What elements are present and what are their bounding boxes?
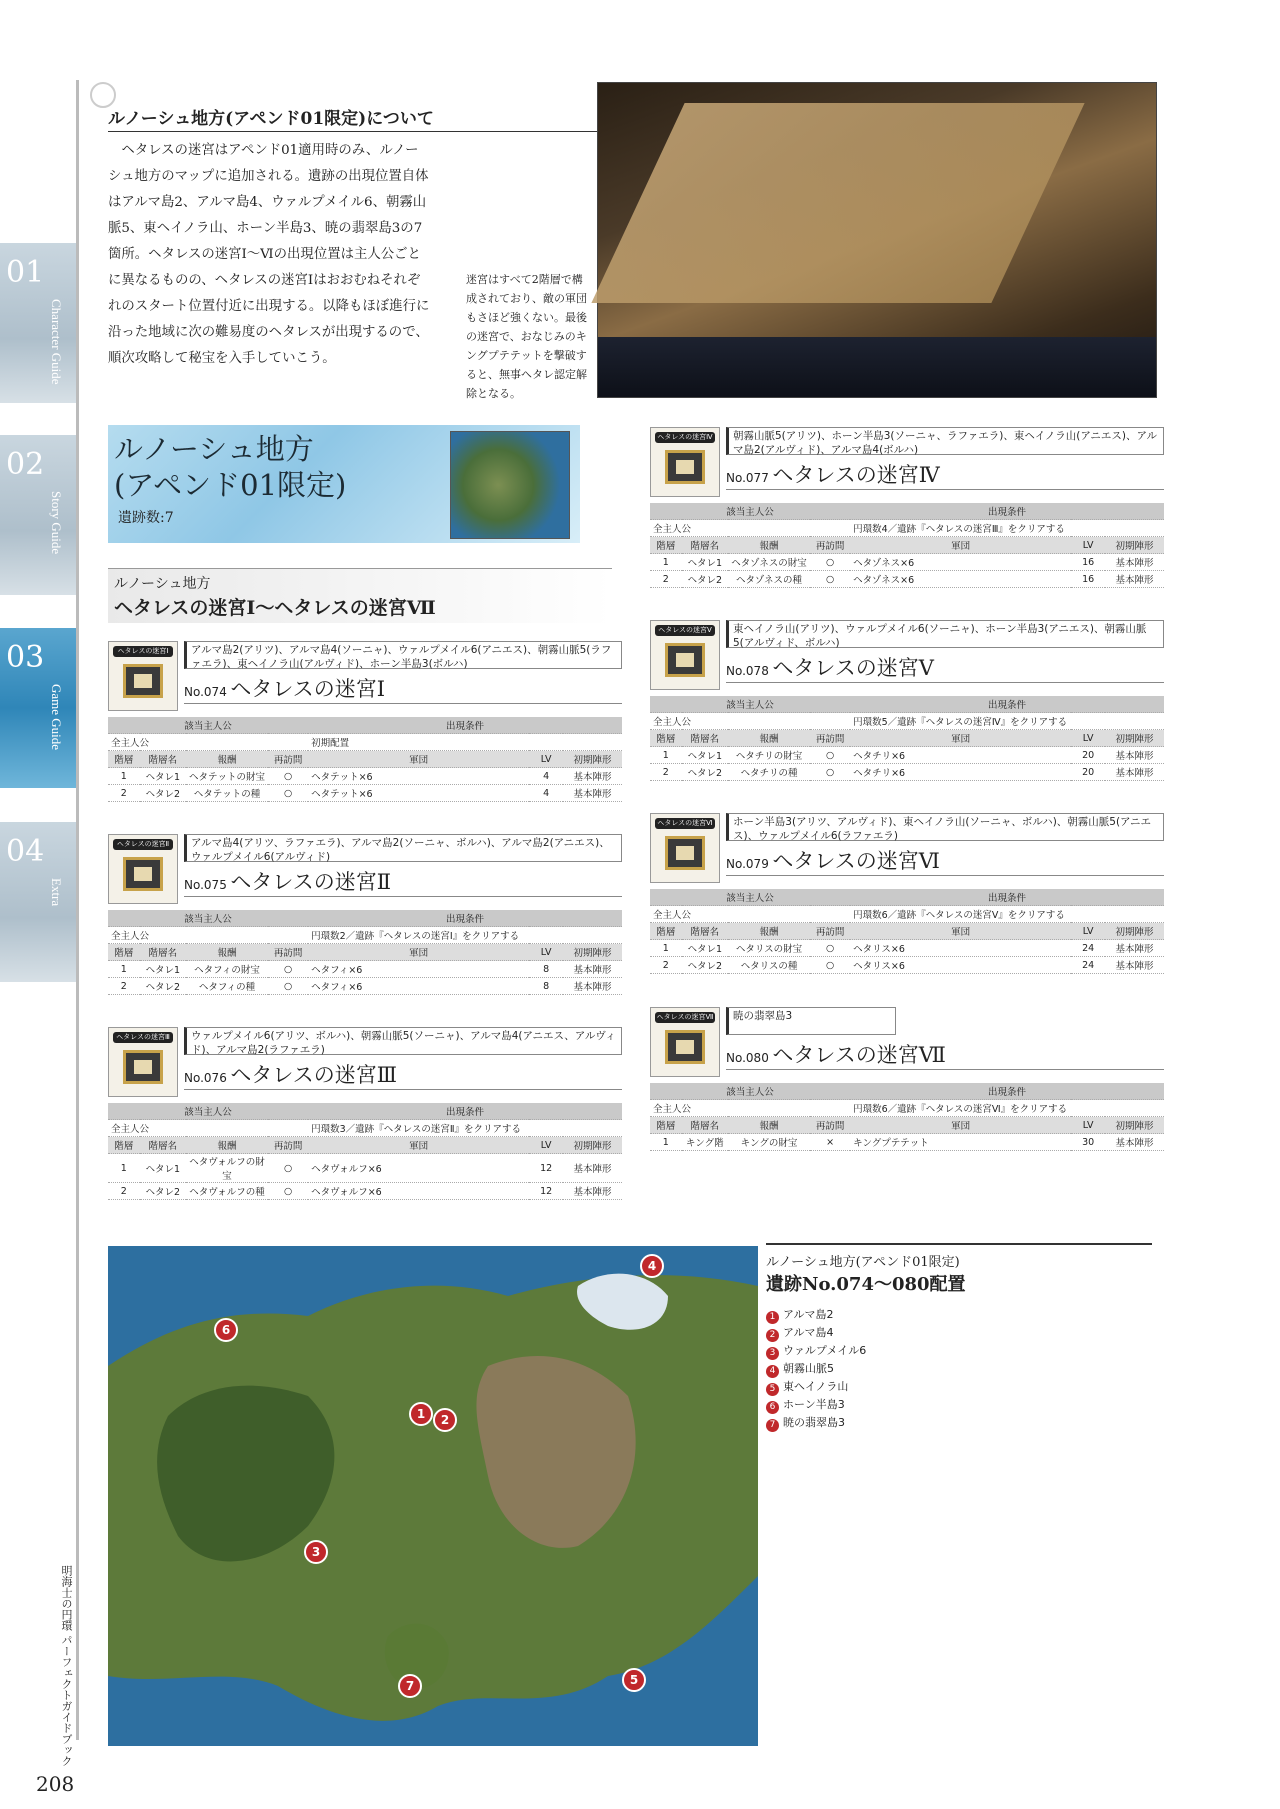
dungeon-location: アルマ島4(アリツ、ラファエラ)、アルマ島2(ソーニャ、ボルハ)、アルマ島2(アニエス)、ウァルプメイル6(アルヴィド) bbox=[184, 834, 622, 862]
table-cell: ヘタゾネスの財宝 bbox=[728, 554, 810, 571]
region-banner bbox=[108, 425, 580, 543]
table-cell: ヘタレ2 bbox=[682, 957, 728, 974]
dungeon-icon: ヘタレスの迷宮Ⅵ bbox=[650, 813, 720, 883]
table-cell: ○ bbox=[810, 957, 850, 974]
table-row bbox=[650, 1100, 1164, 1117]
map-legend bbox=[766, 1306, 866, 1432]
table-cell: ○ bbox=[268, 768, 308, 785]
table-cell: 1 bbox=[108, 961, 140, 978]
table-row bbox=[650, 940, 1164, 957]
table-cell: ヘタリス×6 bbox=[850, 957, 1071, 974]
table-cell: 階層名 bbox=[682, 1117, 728, 1134]
table-row bbox=[650, 520, 1164, 537]
table-cell: 出現条件 bbox=[850, 1083, 1164, 1100]
dungeon-icon: ヘタレスの迷宮Ⅴ bbox=[650, 620, 720, 690]
table-header-row bbox=[108, 1103, 622, 1120]
table-cell: 基本陣形 bbox=[1105, 764, 1164, 781]
table-cell: 8 bbox=[529, 978, 563, 995]
dungeon-table bbox=[108, 910, 622, 995]
section-header bbox=[108, 568, 612, 623]
table-cell: 円環数6／遺跡『ヘタレスの迷宮Ⅵ』をクリアする bbox=[850, 1100, 1164, 1117]
dungeon-table bbox=[108, 1103, 622, 1200]
table-row bbox=[108, 1120, 622, 1137]
table-cell: ヘタレ2 bbox=[682, 764, 728, 781]
table-cell: 軍団 bbox=[850, 537, 1071, 554]
table-cell: ヘタレ1 bbox=[140, 961, 186, 978]
table-header-row bbox=[108, 910, 622, 927]
legend-item: 7 暁の翡翠島3 bbox=[766, 1414, 866, 1432]
table-row bbox=[108, 1154, 622, 1183]
table-cell: ヘタチリの種 bbox=[728, 764, 810, 781]
tab-number: 03 bbox=[6, 640, 45, 675]
table-cell: 初期配置 bbox=[308, 734, 622, 751]
table-cell: 初期陣形 bbox=[563, 1137, 622, 1154]
table-cell: 12 bbox=[529, 1154, 563, 1183]
table-cell: 基本陣形 bbox=[1105, 554, 1164, 571]
map-marker-1[interactable]: 1 bbox=[409, 1402, 433, 1426]
table-cell: 全主人公 bbox=[108, 734, 308, 751]
table-cell: 円環数6／遺跡『ヘタレスの迷宮Ⅴ』をクリアする bbox=[850, 906, 1164, 923]
table-cell: LV bbox=[1071, 537, 1105, 554]
table-cell: ○ bbox=[268, 785, 308, 802]
side-tab-03[interactable] bbox=[0, 628, 76, 788]
map-marker-3[interactable]: 3 bbox=[304, 1540, 328, 1564]
table-cell: 軍団 bbox=[308, 944, 529, 961]
table-cell: 階層 bbox=[108, 751, 140, 768]
table-cell: ヘタテットの種 bbox=[186, 785, 268, 802]
table-cell: ヘタヴォルフの種 bbox=[186, 1183, 268, 1200]
region-map-thumbnail bbox=[450, 431, 570, 539]
table-cell: 2 bbox=[650, 764, 682, 781]
side-tab-04[interactable] bbox=[0, 822, 76, 982]
table-cell: 階層 bbox=[650, 923, 682, 940]
table-cell: 該当主人公 bbox=[650, 1083, 850, 1100]
dungeon-title: No.080 ヘタレスの迷宮Ⅶ bbox=[726, 1039, 1164, 1070]
table-cell: ヘタテット×6 bbox=[308, 785, 529, 802]
table-cell: 階層 bbox=[650, 730, 682, 747]
table-cell: ヘタテットの財宝 bbox=[186, 768, 268, 785]
table-row bbox=[650, 571, 1164, 588]
table-header-row bbox=[650, 503, 1164, 520]
legend-item: 5 東ヘイノラ山 bbox=[766, 1378, 866, 1396]
dungeon-title: No.077 ヘタレスの迷宮Ⅳ bbox=[726, 459, 1164, 490]
table-cell: 基本陣形 bbox=[563, 785, 622, 802]
table-cell: 再訪問 bbox=[268, 944, 308, 961]
tab-label: Game Guide bbox=[49, 684, 64, 751]
screenshot bbox=[597, 82, 1157, 398]
table-cell: 基本陣形 bbox=[1105, 1134, 1164, 1151]
table-header-row bbox=[650, 537, 1164, 554]
table-cell: ○ bbox=[810, 764, 850, 781]
legend-item: 2 アルマ島4 bbox=[766, 1324, 866, 1342]
table-cell: 12 bbox=[529, 1183, 563, 1200]
table-cell: 30 bbox=[1071, 1134, 1105, 1151]
table-row bbox=[650, 764, 1164, 781]
table-cell: ヘタリスの種 bbox=[728, 957, 810, 974]
table-cell: 全主人公 bbox=[108, 927, 308, 944]
map-marker-4[interactable]: 4 bbox=[640, 1254, 664, 1278]
table-cell: LV bbox=[1071, 730, 1105, 747]
table-cell: ヘタチリ×6 bbox=[850, 747, 1071, 764]
table-cell: 全主人公 bbox=[650, 713, 850, 730]
table-cell: 該当主人公 bbox=[108, 1103, 308, 1120]
table-cell: 2 bbox=[108, 785, 140, 802]
region-title-line2: (アペンド01限定) bbox=[114, 468, 347, 502]
dungeon-table bbox=[650, 889, 1164, 974]
table-cell: ○ bbox=[268, 961, 308, 978]
table-cell: 基本陣形 bbox=[563, 1154, 622, 1183]
table-cell: ○ bbox=[810, 571, 850, 588]
table-cell: ヘタレ2 bbox=[140, 978, 186, 995]
table-cell: キングの財宝 bbox=[728, 1134, 810, 1151]
table-cell: 該当主人公 bbox=[650, 889, 850, 906]
dungeon-location: 東ヘイノラ山(アリツ)、ウァルプメイル6(ソーニャ)、ホーン半島3(アニエス)、朝霧山脈5(アルヴィド、ボルハ) bbox=[726, 620, 1164, 648]
table-cell: 軍団 bbox=[308, 1137, 529, 1154]
table-cell: ヘタリスの財宝 bbox=[728, 940, 810, 957]
table-cell: 24 bbox=[1071, 940, 1105, 957]
about-title: ルノーシュ地方(アペンド01限定)について bbox=[108, 104, 598, 132]
table-cell: 階層 bbox=[650, 537, 682, 554]
table-cell: 階層 bbox=[108, 944, 140, 961]
side-tab-02[interactable] bbox=[0, 435, 76, 595]
table-cell: 1 bbox=[650, 747, 682, 764]
dungeon-location: アルマ島2(アリツ)、アルマ島4(ソーニャ)、ウァルプメイル6(アニエス)、朝霧山脈5(ラファエラ)、東ヘイノラ山(アルヴィド)、ホーン半島3(ボルハ) bbox=[184, 641, 622, 669]
table-cell: 円環数2／遺跡『ヘタレスの迷宮Ⅰ』をクリアする bbox=[308, 927, 622, 944]
tab-label: Story Guide bbox=[49, 491, 64, 555]
table-cell: 出現条件 bbox=[850, 503, 1164, 520]
map-title: 遺跡No.074～080配置 bbox=[766, 1274, 966, 1295]
table-cell: ヘタチリ×6 bbox=[850, 764, 1071, 781]
table-cell: 初期陣形 bbox=[563, 751, 622, 768]
legend-item: 1 アルマ島2 bbox=[766, 1306, 866, 1324]
table-cell: 再訪問 bbox=[810, 730, 850, 747]
table-header-row bbox=[108, 751, 622, 768]
tab-number: 02 bbox=[6, 447, 45, 482]
table-cell: 再訪問 bbox=[268, 1137, 308, 1154]
table-row bbox=[108, 927, 622, 944]
tab-number: 01 bbox=[6, 255, 45, 290]
region-title-line1: ルノーシュ地方 bbox=[114, 432, 314, 466]
table-cell: 2 bbox=[650, 571, 682, 588]
table-row bbox=[650, 957, 1164, 974]
table-cell: 該当主人公 bbox=[650, 696, 850, 713]
dungeon-icon: ヘタレスの迷宮Ⅱ bbox=[108, 834, 178, 904]
table-header-row bbox=[108, 717, 622, 734]
dungeon-location: 暁の翡翠島3 bbox=[726, 1007, 896, 1035]
table-row bbox=[650, 554, 1164, 571]
legend-item: 4 朝霧山脈5 bbox=[766, 1360, 866, 1378]
region-map bbox=[108, 1246, 758, 1746]
dungeon-table bbox=[650, 1083, 1164, 1151]
table-cell: キングプテテット bbox=[850, 1134, 1071, 1151]
table-cell: 基本陣形 bbox=[1105, 940, 1164, 957]
table-cell: ヘタヴォルフ×6 bbox=[308, 1183, 529, 1200]
table-cell: 初期陣形 bbox=[563, 944, 622, 961]
table-cell: 該当主人公 bbox=[108, 910, 308, 927]
table-cell: 1 bbox=[650, 554, 682, 571]
table-cell: 基本陣形 bbox=[563, 768, 622, 785]
dungeon-location: ウァルプメイル6(アリツ、ボルハ)、朝霧山脈5(ソーニャ)、アルマ島4(アニエス、アルヴィド)、アルマ島2(ラファエラ) bbox=[184, 1027, 622, 1055]
table-row bbox=[108, 961, 622, 978]
table-cell: 円環数4／遺跡『ヘタレスの迷宮Ⅲ』をクリアする bbox=[850, 520, 1164, 537]
dungeon-title: No.076 ヘタレスの迷宮Ⅲ bbox=[184, 1059, 622, 1090]
table-cell: 報酬 bbox=[186, 944, 268, 961]
table-cell: 階層名 bbox=[140, 1137, 186, 1154]
table-cell: 基本陣形 bbox=[563, 961, 622, 978]
table-cell: 軍団 bbox=[308, 751, 529, 768]
table-cell: 再訪問 bbox=[810, 923, 850, 940]
dungeon-title: No.079 ヘタレスの迷宮Ⅵ bbox=[726, 845, 1164, 876]
table-cell: ヘタレ1 bbox=[140, 768, 186, 785]
table-cell: LV bbox=[529, 1137, 563, 1154]
map-sub: ルノーシュ地方(アペンド01限定) bbox=[766, 1255, 960, 1270]
table-cell: 1 bbox=[108, 768, 140, 785]
about-body: ヘタレスの迷宮はアペンド01適用時のみ、ルノーシュ地方のマップに追加される。遺跡の出現位置自体はアルマ島2、アルマ島4、ウァルプメイル6、朝霧山脈5、東ヘイノラ山、ホーン半島3、暁の翡翠島3の7箇所。ヘタレスの迷宮Ⅰ～Ⅵの出現位置は主人公ごとに異なるものの、ヘタレスの迷宮Ⅰはおおむねそれぞれのスタート位置付近に出現する。以降もほぼ進行に沿った地域に次の難易度のヘタレスが出現するので、順次攻略して秘宝を入手していこう。 bbox=[108, 143, 430, 366]
table-cell: 再訪問 bbox=[268, 751, 308, 768]
table-cell: LV bbox=[1071, 923, 1105, 940]
table-cell: 基本陣形 bbox=[1105, 571, 1164, 588]
table-cell: × bbox=[810, 1134, 850, 1151]
table-cell: ヘタフィ×6 bbox=[308, 961, 529, 978]
table-cell: 4 bbox=[529, 768, 563, 785]
table-cell: 該当主人公 bbox=[108, 717, 308, 734]
table-cell: 基本陣形 bbox=[563, 978, 622, 995]
table-cell: 再訪問 bbox=[810, 537, 850, 554]
table-cell: ヘタフィ×6 bbox=[308, 978, 529, 995]
table-cell: 出現条件 bbox=[308, 910, 622, 927]
table-cell: 全主人公 bbox=[650, 520, 850, 537]
table-cell: 報酬 bbox=[728, 537, 810, 554]
table-cell: ヘタレ1 bbox=[682, 940, 728, 957]
map-marker-2[interactable]: 2 bbox=[433, 1408, 457, 1432]
table-cell: ヘタゾネス×6 bbox=[850, 554, 1071, 571]
table-cell: ヘタフィの財宝 bbox=[186, 961, 268, 978]
table-cell: 2 bbox=[108, 1183, 140, 1200]
dungeon-table bbox=[108, 717, 622, 802]
dungeon-title: No.075 ヘタレスの迷宮Ⅱ bbox=[184, 866, 622, 897]
legend-item: 3 ウァルプメイル6 bbox=[766, 1342, 866, 1360]
table-cell: ○ bbox=[268, 1183, 308, 1200]
table-cell: 16 bbox=[1071, 571, 1105, 588]
map-marker-5[interactable]: 5 bbox=[622, 1668, 646, 1692]
table-header-row bbox=[650, 730, 1164, 747]
dungeon-table bbox=[650, 503, 1164, 588]
table-cell: ヘタゾネスの種 bbox=[728, 571, 810, 588]
table-cell: 階層名 bbox=[682, 537, 728, 554]
table-cell: 報酬 bbox=[186, 1137, 268, 1154]
table-cell: 基本陣形 bbox=[563, 1183, 622, 1200]
table-cell: 8 bbox=[529, 961, 563, 978]
section-title: ヘタレスの迷宮Ⅰ～ヘタレスの迷宮Ⅶ bbox=[114, 597, 436, 619]
table-header-row bbox=[650, 1083, 1164, 1100]
table-cell: 階層 bbox=[108, 1137, 140, 1154]
table-cell: キング階 bbox=[682, 1134, 728, 1151]
book-title: 明海士の円環 パーフェクトガイドブック bbox=[60, 1565, 73, 1767]
table-cell: 該当主人公 bbox=[650, 503, 850, 520]
table-cell: LV bbox=[529, 944, 563, 961]
table-cell: 軍団 bbox=[850, 730, 1071, 747]
table-cell: 全主人公 bbox=[108, 1120, 308, 1137]
table-cell: 24 bbox=[1071, 957, 1105, 974]
side-tab-01[interactable] bbox=[0, 243, 76, 403]
dungeon-icon: ヘタレスの迷宮Ⅶ bbox=[650, 1007, 720, 1077]
table-cell: ○ bbox=[268, 978, 308, 995]
table-cell: 出現条件 bbox=[850, 696, 1164, 713]
table-row bbox=[650, 906, 1164, 923]
legend-item: 6 ホーン半島3 bbox=[766, 1396, 866, 1414]
table-row bbox=[650, 713, 1164, 730]
table-row bbox=[108, 1183, 622, 1200]
table-header-row bbox=[650, 923, 1164, 940]
table-cell: ○ bbox=[810, 747, 850, 764]
table-cell: ○ bbox=[810, 554, 850, 571]
table-cell: 基本陣形 bbox=[1105, 747, 1164, 764]
table-row bbox=[108, 768, 622, 785]
map-marker-6[interactable]: 6 bbox=[214, 1318, 238, 1342]
table-cell: 報酬 bbox=[728, 730, 810, 747]
table-cell: ヘタレ1 bbox=[682, 747, 728, 764]
table-cell: LV bbox=[1071, 1117, 1105, 1134]
table-cell: ヘタレ2 bbox=[682, 571, 728, 588]
about-caption: 迷宮はすべて2階層で構成されており、敵の軍団もさほど強くない。最後の迷宮で、おなじみのキングプテテットを撃破すると、無事ヘタレ認定解除となる。 bbox=[466, 273, 587, 400]
table-cell: 円環数3／遺跡『ヘタレスの迷宮Ⅱ』をクリアする bbox=[308, 1120, 622, 1137]
table-cell: 16 bbox=[1071, 554, 1105, 571]
table-row bbox=[108, 978, 622, 995]
table-cell: 階層名 bbox=[682, 923, 728, 940]
table-header-row bbox=[650, 1117, 1164, 1134]
table-header-row bbox=[650, 889, 1164, 906]
tab-label: Character Guide bbox=[49, 299, 64, 385]
table-cell: 報酬 bbox=[728, 1117, 810, 1134]
dungeon-icon: ヘタレスの迷宮Ⅰ bbox=[108, 641, 178, 711]
table-cell: 全主人公 bbox=[650, 1100, 850, 1117]
table-cell: 報酬 bbox=[186, 751, 268, 768]
table-cell: ヘタチリの財宝 bbox=[728, 747, 810, 764]
table-cell: 階層名 bbox=[140, 751, 186, 768]
table-header-row bbox=[108, 944, 622, 961]
table-cell: 20 bbox=[1071, 747, 1105, 764]
tab-label: Extra bbox=[49, 878, 64, 907]
table-cell: ○ bbox=[268, 1154, 308, 1183]
table-cell: ヘタヴォルフ×6 bbox=[308, 1154, 529, 1183]
table-cell: ヘタフィの種 bbox=[186, 978, 268, 995]
table-cell: 基本陣形 bbox=[1105, 957, 1164, 974]
table-cell: 出現条件 bbox=[308, 717, 622, 734]
table-cell: 初期陣形 bbox=[1105, 923, 1164, 940]
table-cell: 軍団 bbox=[850, 923, 1071, 940]
table-cell: 報酬 bbox=[728, 923, 810, 940]
table-cell: ヘタリス×6 bbox=[850, 940, 1071, 957]
table-cell: 20 bbox=[1071, 764, 1105, 781]
table-cell: 初期陣形 bbox=[1105, 1117, 1164, 1134]
table-cell: 1 bbox=[108, 1154, 140, 1183]
map-legend-header bbox=[766, 1243, 1152, 1296]
page-number: 208 bbox=[36, 1772, 75, 1796]
table-row bbox=[108, 734, 622, 751]
table-cell: 再訪問 bbox=[810, 1117, 850, 1134]
table-cell: 1 bbox=[650, 940, 682, 957]
dungeon-location: 朝霧山脈5(アリツ)、ホーン半島3(ソーニャ、ラファエラ)、東ヘイノラ山(アニエス)、アルマ島2(アルヴィド)、アルマ島4(ボルハ) bbox=[726, 427, 1164, 455]
table-cell: LV bbox=[529, 751, 563, 768]
map-terrain bbox=[108, 1246, 758, 1746]
table-cell: 階層 bbox=[650, 1117, 682, 1134]
table-cell: 2 bbox=[108, 978, 140, 995]
dungeon-title: No.078 ヘタレスの迷宮Ⅴ bbox=[726, 652, 1164, 683]
table-cell: 出現条件 bbox=[850, 889, 1164, 906]
table-cell: ヘタレ1 bbox=[682, 554, 728, 571]
section-sub: ルノーシュ地方 bbox=[114, 576, 211, 592]
dungeon-icon: ヘタレスの迷宮Ⅲ bbox=[108, 1027, 178, 1097]
table-header-row bbox=[108, 1137, 622, 1154]
table-cell: 2 bbox=[650, 957, 682, 974]
ruins-count: 遺跡数:7 bbox=[118, 510, 174, 526]
table-cell: 円環数5／遺跡『ヘタレスの迷宮Ⅳ』をクリアする bbox=[850, 713, 1164, 730]
dungeon-table bbox=[650, 696, 1164, 781]
table-cell: ○ bbox=[810, 940, 850, 957]
dungeon-icon: ヘタレスの迷宮Ⅳ bbox=[650, 427, 720, 497]
table-cell: 4 bbox=[529, 785, 563, 802]
table-row bbox=[108, 785, 622, 802]
table-cell: 階層名 bbox=[682, 730, 728, 747]
table-cell: ヘタレ1 bbox=[140, 1154, 186, 1183]
table-cell: 初期陣形 bbox=[1105, 730, 1164, 747]
table-cell: 階層名 bbox=[140, 944, 186, 961]
table-row bbox=[650, 747, 1164, 764]
table-cell: 出現条件 bbox=[308, 1103, 622, 1120]
dungeon-title: No.074 ヘタレスの迷宮Ⅰ bbox=[184, 673, 622, 704]
table-cell: 軍団 bbox=[850, 1117, 1071, 1134]
table-cell: ヘタレ2 bbox=[140, 1183, 186, 1200]
table-row bbox=[650, 1134, 1164, 1151]
table-cell: ヘタテット×6 bbox=[308, 768, 529, 785]
map-marker-7[interactable]: 7 bbox=[398, 1674, 422, 1698]
table-header-row bbox=[650, 696, 1164, 713]
table-cell: 1 bbox=[650, 1134, 682, 1151]
table-cell: 初期陣形 bbox=[1105, 537, 1164, 554]
tab-number: 04 bbox=[6, 834, 45, 869]
dungeon-location: ホーン半島3(アリツ、アルヴィド)、東ヘイノラ山(ソーニャ、ボルハ)、朝霧山脈5(アニエス)、ウァルプメイル6(ラファエラ) bbox=[726, 813, 1164, 841]
table-cell: ヘタレ2 bbox=[140, 785, 186, 802]
table-cell: ヘタゾネス×6 bbox=[850, 571, 1071, 588]
table-cell: 全主人公 bbox=[650, 906, 850, 923]
table-cell: ヘタヴォルフの財宝 bbox=[186, 1154, 268, 1183]
